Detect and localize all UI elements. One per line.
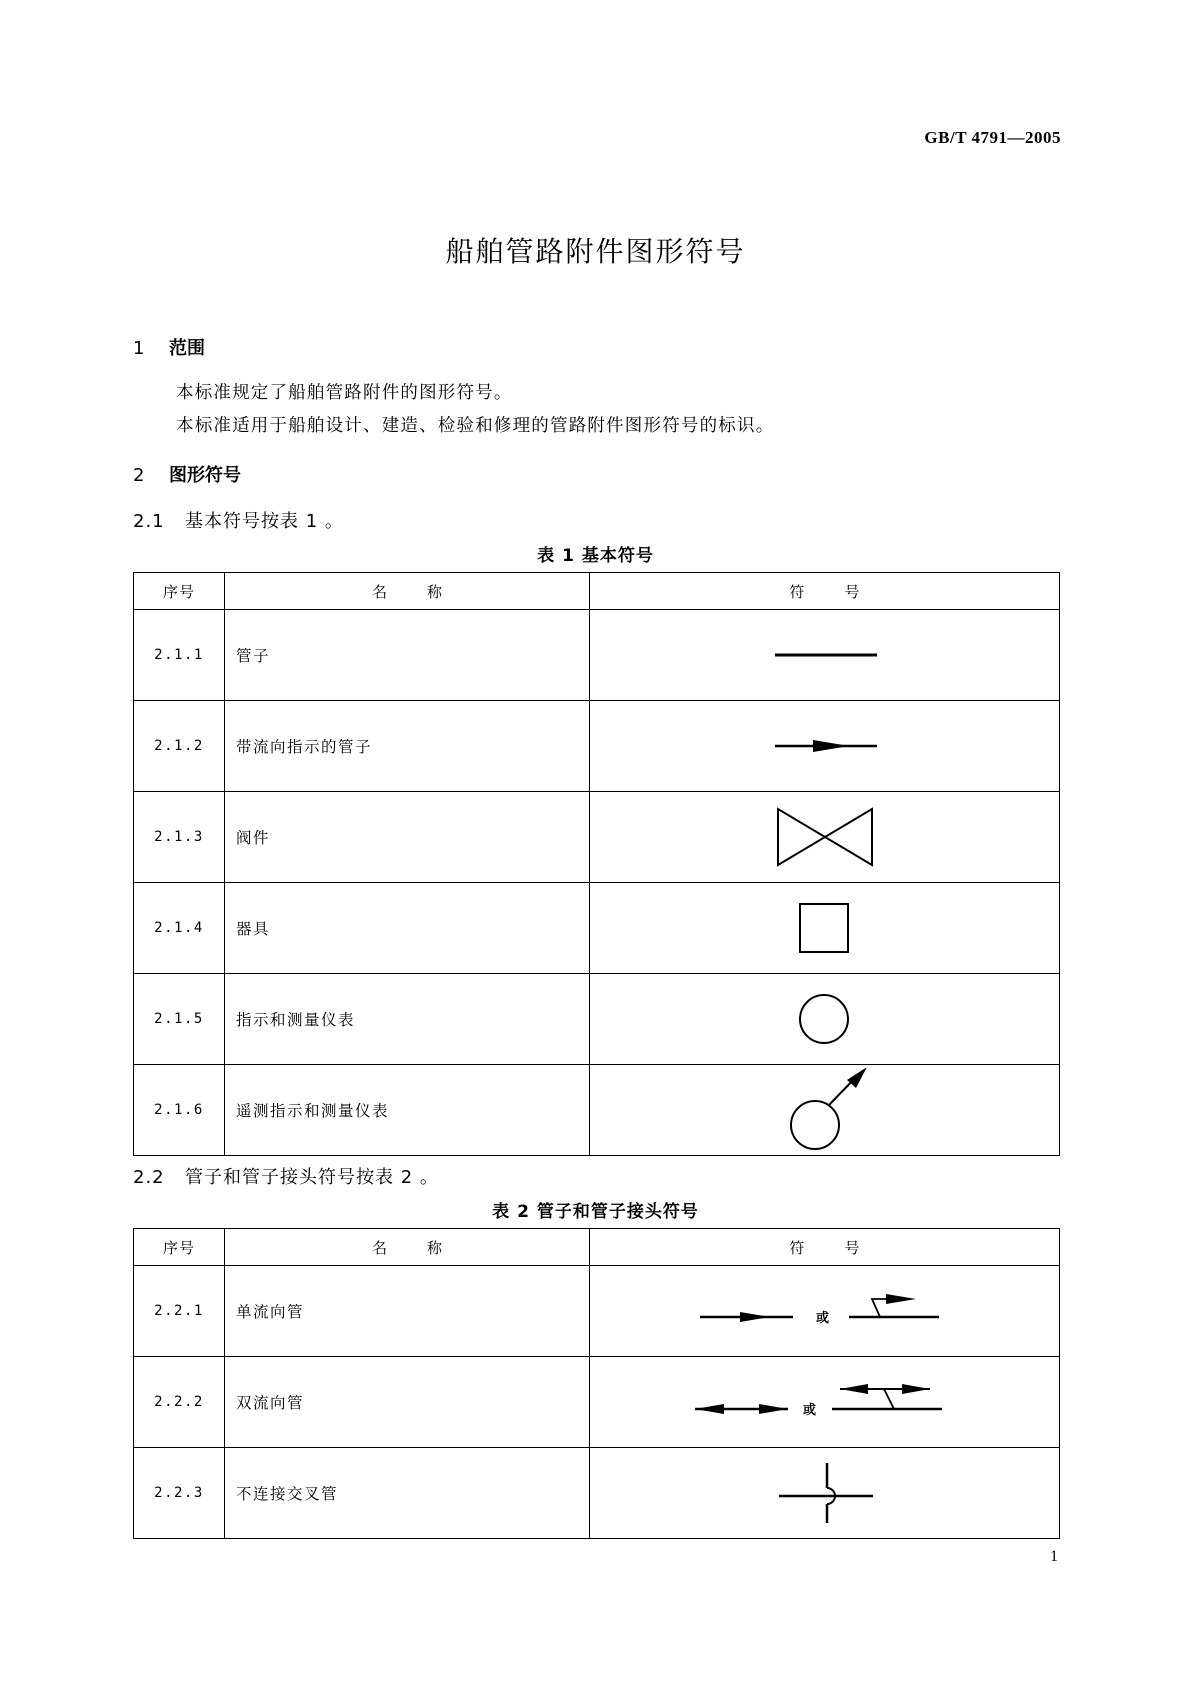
section-number: 1 — [133, 338, 145, 359]
paragraph: 本标准适用于船舶设计、建造、检验和修理的管路附件图形符号的标识。 — [176, 416, 775, 436]
section-1-heading — [133, 334, 205, 360]
section-title: 图形符号 — [169, 465, 241, 486]
paragraph: 本标准规定了船舶管路附件的图形符号。 — [176, 383, 513, 403]
or-label: 或 — [815, 1311, 829, 1326]
table-row — [134, 1266, 1060, 1357]
row-name: 单流向管 — [225, 1266, 590, 1357]
table-row — [134, 974, 1060, 1065]
crossing-pipe-no-connection-symbol — [590, 1448, 1060, 1539]
row-name: 器具 — [225, 883, 590, 974]
row-name: 双流向管 — [225, 1357, 590, 1448]
row-name: 指示和测量仪表 — [225, 974, 590, 1065]
pipe-flow-arrow-symbol — [590, 701, 1060, 792]
clause-number: 2.1 — [133, 511, 165, 532]
two-way-flow-pipe-symbol — [590, 1357, 1060, 1448]
clause-number: 2.2 — [133, 1167, 165, 1188]
table-2-caption: 表 2 管子和管子接头符号 — [492, 1202, 699, 1222]
valve-symbol — [590, 792, 1060, 883]
table-pipe-joint-symbols — [133, 1228, 1060, 1539]
row-number: 2.1.1 — [134, 610, 225, 701]
table-header-row — [134, 573, 1060, 610]
page-number: 1 — [1050, 1548, 1058, 1565]
section-number: 2 — [133, 465, 145, 486]
column-header-symbol: 符号 — [590, 1229, 1060, 1266]
table-row — [134, 1448, 1060, 1539]
table-1-caption: 表 1 基本符号 — [537, 546, 654, 566]
clause-text: 管子和管子接头符号按表 2 。 — [185, 1167, 439, 1188]
row-name: 阀件 — [225, 792, 590, 883]
clause-text: 基本符号按表 1 。 — [185, 511, 344, 532]
row-number: 2.1.6 — [134, 1065, 225, 1156]
table-row — [134, 701, 1060, 792]
standard-code: GB/T 4791—2005 — [924, 128, 1061, 147]
row-name: 遥测指示和测量仪表 — [225, 1065, 590, 1156]
column-header-name: 名称 — [225, 1229, 590, 1266]
column-header-symbol: 符号 — [590, 573, 1060, 610]
row-number: 2.2.1 — [134, 1266, 225, 1357]
clause-2-1 — [133, 507, 344, 533]
table-basic-symbols — [133, 572, 1060, 1156]
column-header-name: 名称 — [225, 573, 590, 610]
column-header-number: 序号 — [134, 1229, 225, 1266]
remote-gauge-symbol — [590, 1065, 1060, 1156]
column-header-number: 序号 — [134, 573, 225, 610]
row-name: 管子 — [225, 610, 590, 701]
section-2-heading — [133, 461, 241, 487]
table-row — [134, 610, 1060, 701]
document-title: 船舶管路附件图形符号 — [445, 235, 746, 268]
row-name: 带流向指示的管子 — [225, 701, 590, 792]
row-number: 2.2.3 — [134, 1448, 225, 1539]
table-row — [134, 883, 1060, 974]
row-number: 2.1.5 — [134, 974, 225, 1065]
table-row — [134, 792, 1060, 883]
row-name: 不连接交叉管 — [225, 1448, 590, 1539]
table-row — [134, 1065, 1060, 1156]
table-row — [134, 1357, 1060, 1448]
section-title: 范围 — [169, 338, 205, 359]
clause-2-2 — [133, 1163, 439, 1189]
row-number: 2.1.3 — [134, 792, 225, 883]
row-number: 2.1.2 — [134, 701, 225, 792]
one-way-flow-pipe-symbol — [590, 1266, 1060, 1357]
gauge-circle-symbol — [590, 974, 1060, 1065]
row-number: 2.1.4 — [134, 883, 225, 974]
pipe-symbol — [590, 610, 1060, 701]
table-header-row — [134, 1229, 1060, 1266]
row-number: 2.2.2 — [134, 1357, 225, 1448]
appliance-square-symbol — [590, 883, 1060, 974]
or-label: 或 — [802, 1403, 816, 1418]
